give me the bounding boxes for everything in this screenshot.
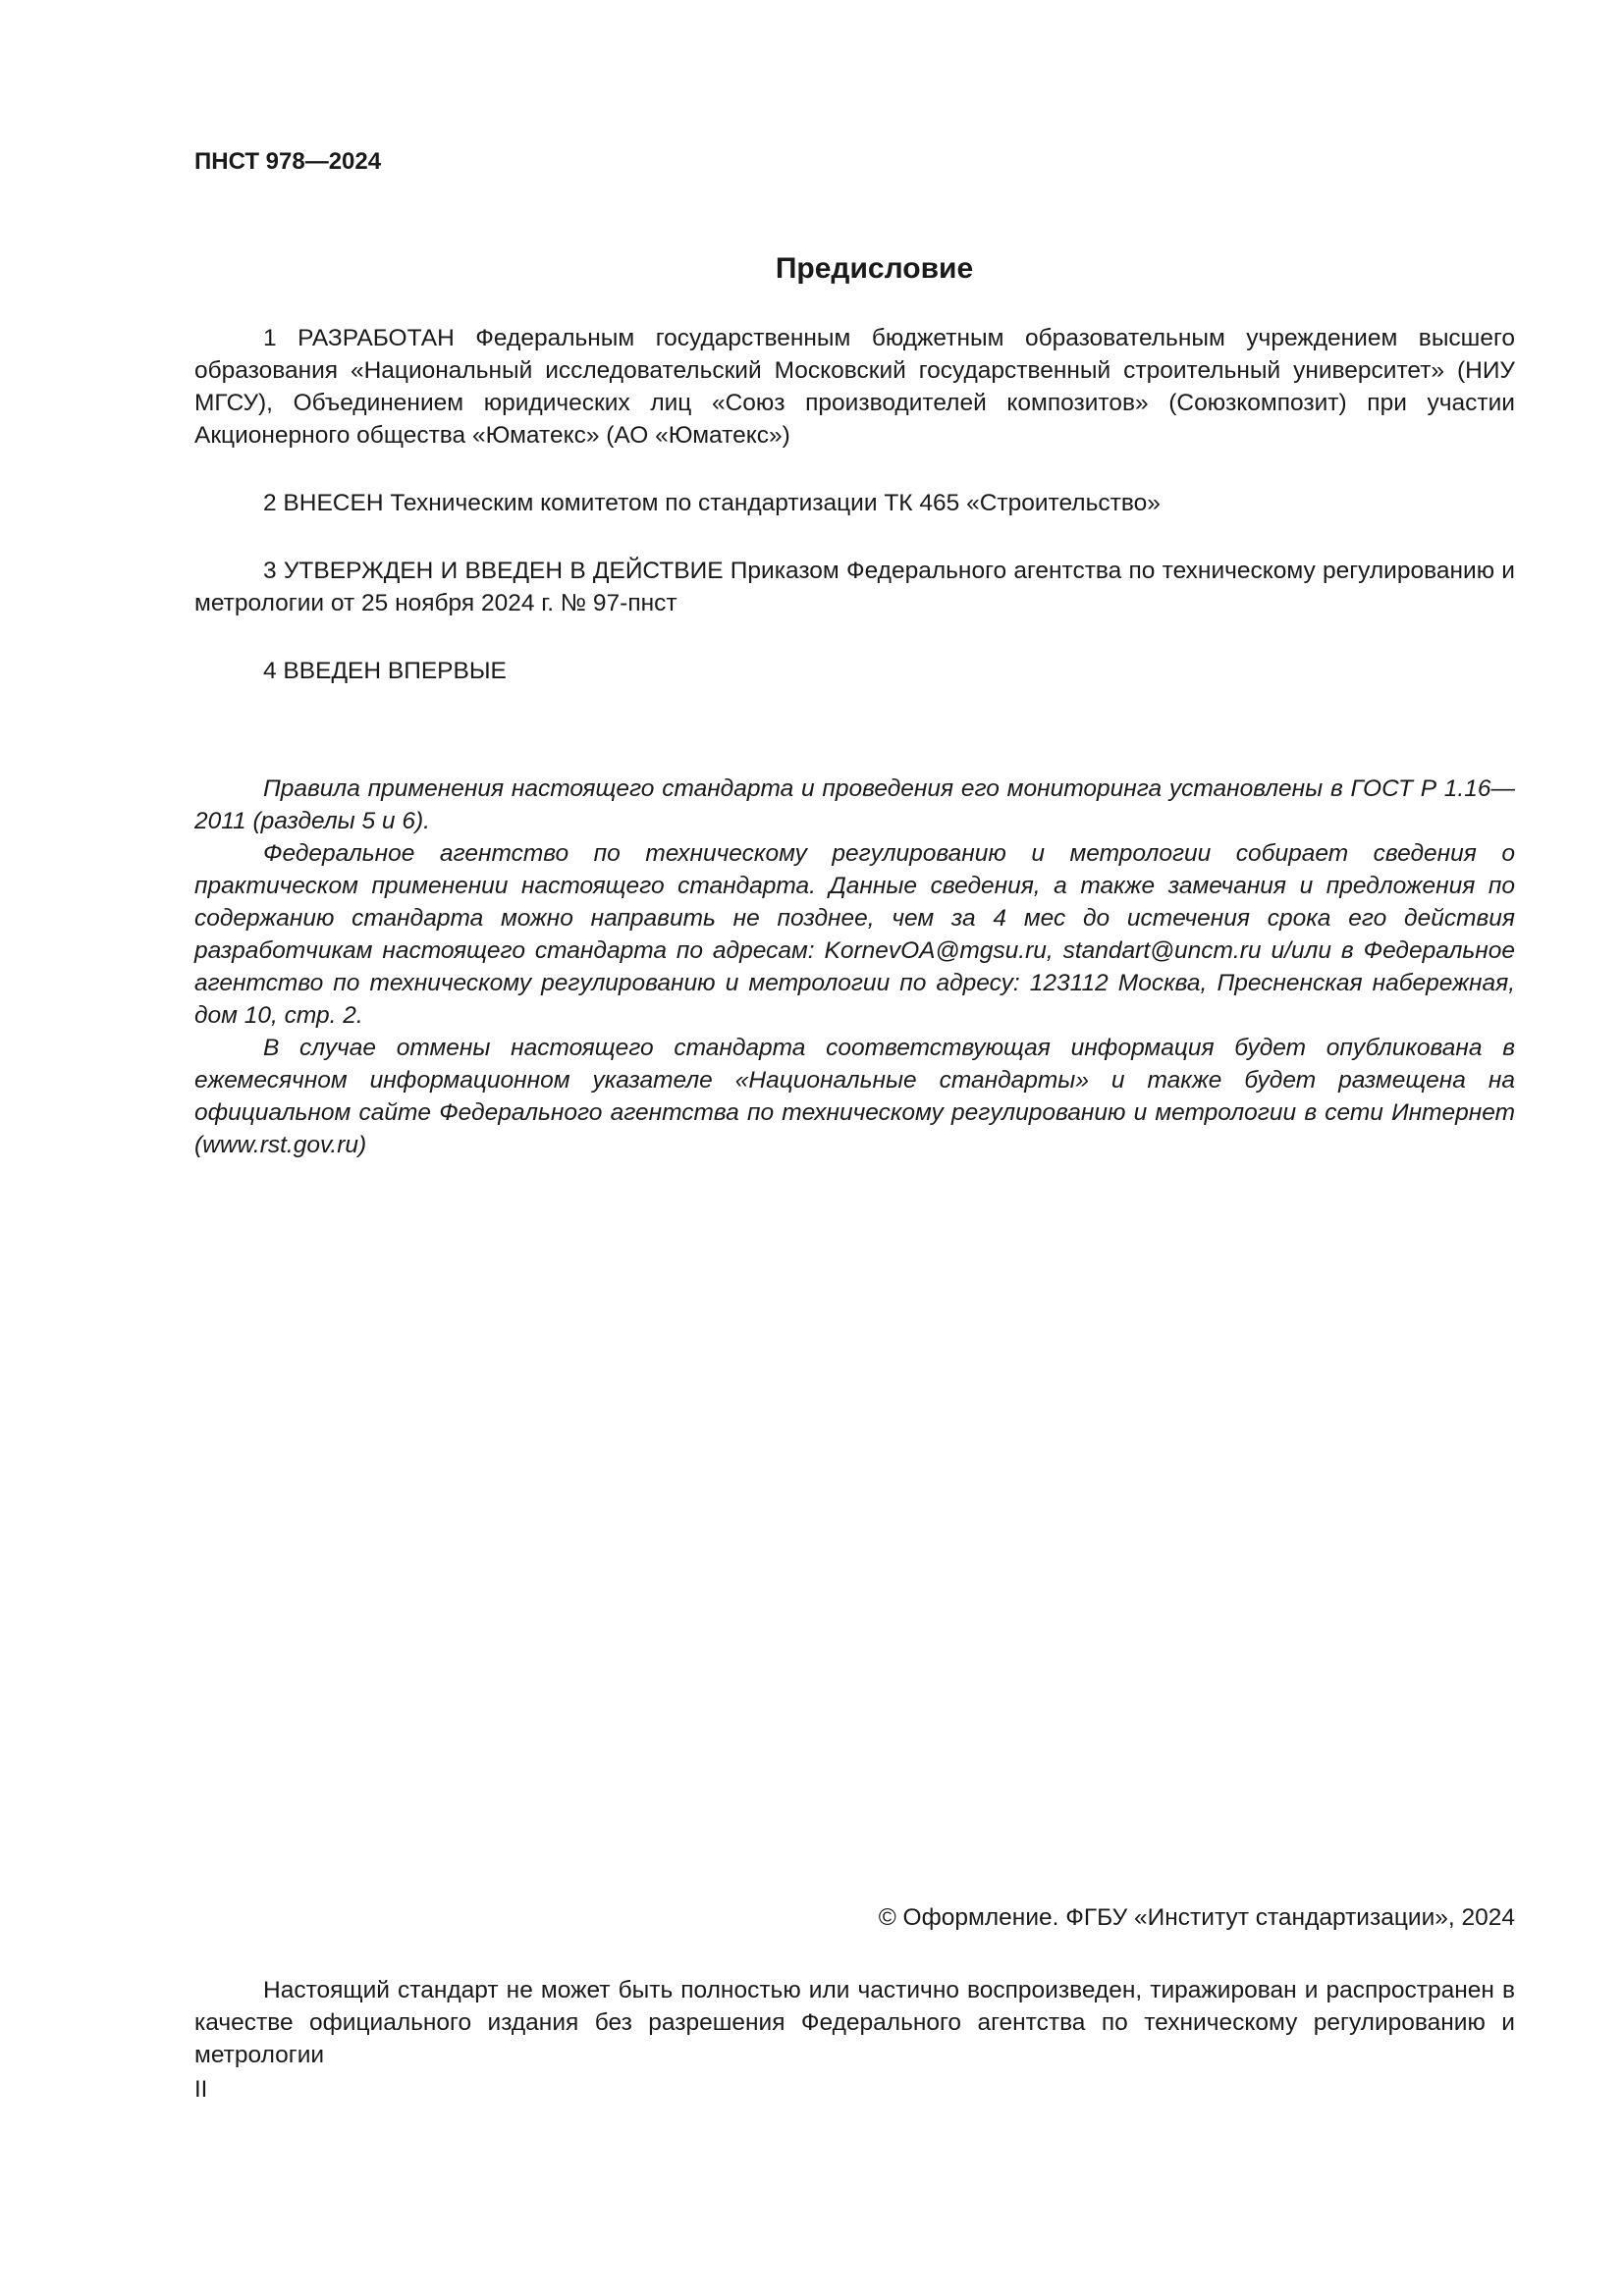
rules-paragraph-feedback: Федеральное агентство по техническому регулированию и метрологии собирает сведения о практическом применении настоящего стандарта. Данные сведения, а также замечания и предложения по содержанию стандарта можно направить не позднее, чем за 4 мес до истечения срока его действия разработчикам настоящего стандарта по адресам: KornevOA@mgsu.ru, standart@uncm.ru и/или в Федеральное агентство по техническому регулированию и метрологии по адресу: 123112 Москва, Пресненская набережная, дом 10, стр. 2. [194,840,1515,1029]
reproduction-notice: Настоящий стандарт не может быть полностью или частично воспроизведен, тиражирован и распространен в качестве официального издания без разрешения Федерального агентства по техническому регулированию и метрологии [194,1977,1515,2068]
rules-paragraph-cancellation: В случае отмены настоящего стандарта соответствующая информация будет опубликована в ежемесячном информационном указателе «Национальные стандарты» и также будет размещена на официальном сайте Федерального агентства по техническому регулированию и метрологии в сети Интернет (www.rst.gov.ru) [194,1035,1515,1158]
foreword-title: Предисловие [775,252,974,285]
foreword-item-approved: 3 УТВЕРЖДЕН И ВВЕДЕН В ДЕЙСТВИЕ Приказом Федерального агентства по техническому регулированию и метрологии от 25 ноября 2024 г. № 97-пнст [194,558,1515,616]
rules-paragraph-application: Правила применения настоящего стандарта и проведения его мониторинга установлены в ГОСТ Р 1.16—2011 (разделы 5 и 6). [194,775,1515,834]
document-code: ПНСТ 978—2024 [194,148,382,175]
page-number: II [194,2076,208,2103]
foreword-item-submitted: 2 ВНЕСЕН Техническим комитетом по стандартизации ТК 465 «Строительство» [263,490,1161,516]
foreword-item-developed: 1 РАЗРАБОТАН Федеральным государственным бюджетным образовательным учреждением высшего образования «Национальный исследовательский Московский государственный строительный университет» (НИУ МГСУ), Объединением юридических лиц «Союз производителей композитов» (Союзкомпозит) при участии Акционерного общества «Юматекс» (АО «Юматекс») [194,325,1515,449]
document-body [194,147,1515,1161]
foreword-item-introduced: 4 ВВЕДЕН ВПЕРВЫЕ [263,658,507,684]
copyright-line: © Оформление. ФГБУ «Институт стандартизации», 2024 [878,1904,1515,1931]
application-rules [194,773,1515,1161]
